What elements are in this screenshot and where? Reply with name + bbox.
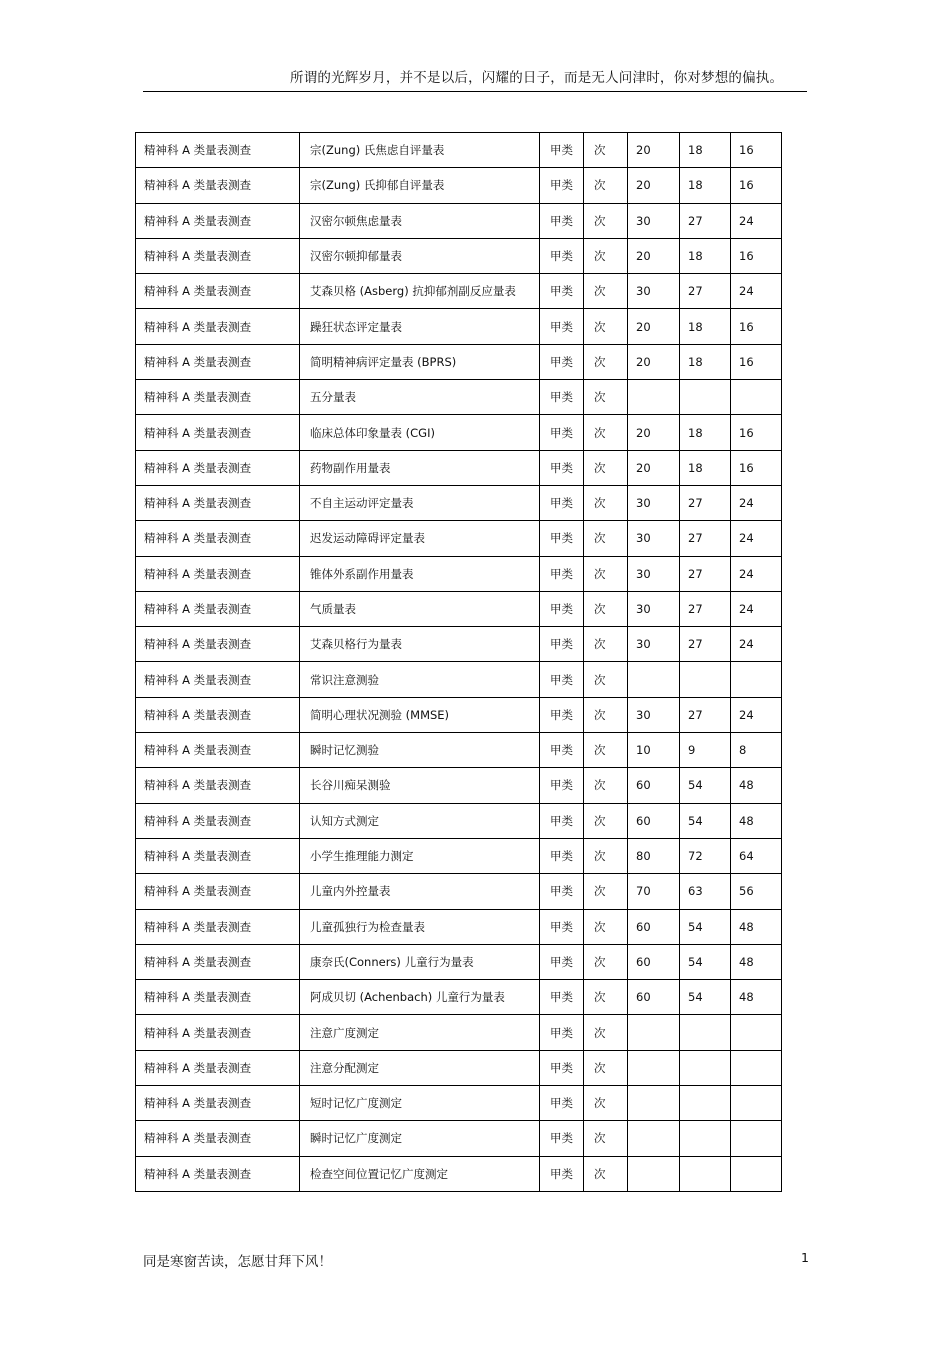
price-cell-1: 30 bbox=[628, 274, 680, 309]
fee-table-body bbox=[136, 133, 782, 1192]
item-name-cell: 儿童孤独行为检查量表 bbox=[300, 909, 540, 944]
price-cell-2 bbox=[680, 1086, 731, 1121]
department-cell: 精神科 A 类量表测查 bbox=[136, 1156, 300, 1191]
item-name-cell: 瞬时记忆测验 bbox=[300, 733, 540, 768]
price-cell-2 bbox=[680, 1050, 731, 1085]
table-row bbox=[136, 344, 782, 379]
unit-cell: 次 bbox=[584, 1121, 628, 1156]
table-row bbox=[136, 1121, 782, 1156]
footer-quote: 同是寒窗苦读，怎愿甘拜下风！ bbox=[143, 1254, 332, 1270]
unit-cell: 次 bbox=[584, 415, 628, 450]
table-row bbox=[136, 380, 782, 415]
table-row bbox=[136, 874, 782, 909]
category-cell: 甲类 bbox=[540, 944, 584, 979]
table-row bbox=[136, 627, 782, 662]
department-cell: 精神科 A 类量表测查 bbox=[136, 203, 300, 238]
price-cell-3: 16 bbox=[731, 344, 782, 379]
unit-cell: 次 bbox=[584, 556, 628, 591]
table-row bbox=[136, 1015, 782, 1050]
price-cell-2: 18 bbox=[680, 450, 731, 485]
item-name-cell: 简明心理状况测验 (MMSE) bbox=[300, 697, 540, 732]
price-cell-2: 54 bbox=[680, 944, 731, 979]
unit-cell: 次 bbox=[584, 485, 628, 520]
department-cell: 精神科 A 类量表测查 bbox=[136, 133, 300, 168]
table-row bbox=[136, 450, 782, 485]
price-cell-2: 54 bbox=[680, 980, 731, 1015]
price-cell-1: 60 bbox=[628, 768, 680, 803]
unit-cell: 次 bbox=[584, 1086, 628, 1121]
price-cell-1: 80 bbox=[628, 838, 680, 873]
table-row bbox=[136, 485, 782, 520]
price-cell-2: 18 bbox=[680, 168, 731, 203]
price-cell-2: 27 bbox=[680, 627, 731, 662]
item-name-cell: 阿成贝切 (Achenbach) 儿童行为量表 bbox=[300, 980, 540, 1015]
department-cell: 精神科 A 类量表测查 bbox=[136, 733, 300, 768]
unit-cell: 次 bbox=[584, 344, 628, 379]
table-row bbox=[136, 274, 782, 309]
price-cell-1 bbox=[628, 1121, 680, 1156]
department-cell: 精神科 A 类量表测查 bbox=[136, 521, 300, 556]
unit-cell: 次 bbox=[584, 591, 628, 626]
header-divider bbox=[143, 91, 807, 92]
category-cell: 甲类 bbox=[540, 662, 584, 697]
item-name-cell: 简明精神病评定量表 (BPRS) bbox=[300, 344, 540, 379]
item-name-cell: 临床总体印象量表 (CGI) bbox=[300, 415, 540, 450]
price-cell-1 bbox=[628, 1050, 680, 1085]
category-cell: 甲类 bbox=[540, 803, 584, 838]
table-row bbox=[136, 415, 782, 450]
price-cell-1 bbox=[628, 662, 680, 697]
category-cell: 甲类 bbox=[540, 874, 584, 909]
price-cell-2: 18 bbox=[680, 309, 731, 344]
unit-cell: 次 bbox=[584, 874, 628, 909]
table-row bbox=[136, 591, 782, 626]
price-cell-3 bbox=[731, 1086, 782, 1121]
price-cell-3 bbox=[731, 662, 782, 697]
item-name-cell: 认知方式测定 bbox=[300, 803, 540, 838]
category-cell: 甲类 bbox=[540, 1156, 584, 1191]
unit-cell: 次 bbox=[584, 662, 628, 697]
price-cell-3: 16 bbox=[731, 309, 782, 344]
department-cell: 精神科 A 类量表测查 bbox=[136, 980, 300, 1015]
price-cell-2: 27 bbox=[680, 697, 731, 732]
item-name-cell: 汉密尔顿抑郁量表 bbox=[300, 238, 540, 273]
price-cell-3: 56 bbox=[731, 874, 782, 909]
price-cell-3: 24 bbox=[731, 485, 782, 520]
table-row bbox=[136, 838, 782, 873]
price-cell-3: 24 bbox=[731, 203, 782, 238]
unit-cell: 次 bbox=[584, 944, 628, 979]
table-row bbox=[136, 1086, 782, 1121]
department-cell: 精神科 A 类量表测查 bbox=[136, 697, 300, 732]
unit-cell: 次 bbox=[584, 697, 628, 732]
department-cell: 精神科 A 类量表测查 bbox=[136, 944, 300, 979]
department-cell: 精神科 A 类量表测查 bbox=[136, 803, 300, 838]
category-cell: 甲类 bbox=[540, 521, 584, 556]
price-cell-3: 16 bbox=[731, 415, 782, 450]
price-cell-1: 30 bbox=[628, 556, 680, 591]
unit-cell: 次 bbox=[584, 803, 628, 838]
item-name-cell: 注意分配测定 bbox=[300, 1050, 540, 1085]
price-cell-2: 27 bbox=[680, 521, 731, 556]
price-cell-1: 30 bbox=[628, 203, 680, 238]
price-cell-2: 9 bbox=[680, 733, 731, 768]
price-cell-3: 48 bbox=[731, 980, 782, 1015]
department-cell: 精神科 A 类量表测查 bbox=[136, 662, 300, 697]
department-cell: 精神科 A 类量表测查 bbox=[136, 874, 300, 909]
price-cell-1: 60 bbox=[628, 980, 680, 1015]
item-name-cell: 宗(Zung) 氏抑郁自评量表 bbox=[300, 168, 540, 203]
price-cell-1: 60 bbox=[628, 803, 680, 838]
unit-cell: 次 bbox=[584, 627, 628, 662]
unit-cell: 次 bbox=[584, 133, 628, 168]
price-cell-3: 24 bbox=[731, 627, 782, 662]
price-cell-2: 54 bbox=[680, 909, 731, 944]
item-name-cell: 注意广度测定 bbox=[300, 1015, 540, 1050]
category-cell: 甲类 bbox=[540, 591, 584, 626]
price-cell-3: 24 bbox=[731, 274, 782, 309]
price-cell-2: 72 bbox=[680, 838, 731, 873]
category-cell: 甲类 bbox=[540, 1121, 584, 1156]
price-cell-1: 20 bbox=[628, 238, 680, 273]
price-cell-3: 16 bbox=[731, 450, 782, 485]
price-cell-1: 20 bbox=[628, 133, 680, 168]
table-row bbox=[136, 980, 782, 1015]
price-cell-1: 20 bbox=[628, 168, 680, 203]
item-name-cell: 康奈氏(Conners) 儿童行为量表 bbox=[300, 944, 540, 979]
price-cell-3 bbox=[731, 1050, 782, 1085]
table-row bbox=[136, 521, 782, 556]
price-cell-2: 54 bbox=[680, 803, 731, 838]
item-name-cell: 常识注意测验 bbox=[300, 662, 540, 697]
item-name-cell: 检查空间位置记忆广度测定 bbox=[300, 1156, 540, 1191]
item-name-cell: 五分量表 bbox=[300, 380, 540, 415]
category-cell: 甲类 bbox=[540, 415, 584, 450]
price-cell-1: 10 bbox=[628, 733, 680, 768]
price-cell-1: 70 bbox=[628, 874, 680, 909]
item-name-cell: 躁狂状态评定量表 bbox=[300, 309, 540, 344]
price-cell-3: 16 bbox=[731, 168, 782, 203]
category-cell: 甲类 bbox=[540, 1086, 584, 1121]
category-cell: 甲类 bbox=[540, 274, 584, 309]
department-cell: 精神科 A 类量表测查 bbox=[136, 450, 300, 485]
category-cell: 甲类 bbox=[540, 697, 584, 732]
price-cell-2 bbox=[680, 662, 731, 697]
category-cell: 甲类 bbox=[540, 168, 584, 203]
table-row bbox=[136, 909, 782, 944]
table-row bbox=[136, 803, 782, 838]
price-cell-2: 54 bbox=[680, 768, 731, 803]
category-cell: 甲类 bbox=[540, 238, 584, 273]
header-quote: 所谓的光辉岁月，并不是以后，闪耀的日子，而是无人问津时，你对梦想的偏执。 bbox=[290, 70, 784, 86]
department-cell: 精神科 A 类量表测查 bbox=[136, 1015, 300, 1050]
price-cell-1: 30 bbox=[628, 521, 680, 556]
category-cell: 甲类 bbox=[540, 627, 584, 662]
price-cell-1 bbox=[628, 1015, 680, 1050]
unit-cell: 次 bbox=[584, 1050, 628, 1085]
price-cell-3 bbox=[731, 1156, 782, 1191]
price-cell-1: 30 bbox=[628, 591, 680, 626]
department-cell: 精神科 A 类量表测查 bbox=[136, 909, 300, 944]
table-row bbox=[136, 1156, 782, 1191]
price-cell-3: 48 bbox=[731, 944, 782, 979]
price-cell-2: 27 bbox=[680, 274, 731, 309]
item-name-cell: 短时记忆广度测定 bbox=[300, 1086, 540, 1121]
category-cell: 甲类 bbox=[540, 1050, 584, 1085]
department-cell: 精神科 A 类量表测查 bbox=[136, 238, 300, 273]
unit-cell: 次 bbox=[584, 909, 628, 944]
price-cell-1 bbox=[628, 1156, 680, 1191]
unit-cell: 次 bbox=[584, 980, 628, 1015]
department-cell: 精神科 A 类量表测查 bbox=[136, 556, 300, 591]
item-name-cell: 长谷川痴呆测验 bbox=[300, 768, 540, 803]
price-cell-3: 16 bbox=[731, 133, 782, 168]
fee-table bbox=[135, 132, 782, 1192]
unit-cell: 次 bbox=[584, 1015, 628, 1050]
category-cell: 甲类 bbox=[540, 768, 584, 803]
table-row bbox=[136, 238, 782, 273]
price-cell-3: 16 bbox=[731, 238, 782, 273]
price-cell-3: 24 bbox=[731, 556, 782, 591]
price-cell-3: 48 bbox=[731, 768, 782, 803]
price-cell-1 bbox=[628, 380, 680, 415]
unit-cell: 次 bbox=[584, 380, 628, 415]
price-cell-1: 20 bbox=[628, 309, 680, 344]
category-cell: 甲类 bbox=[540, 909, 584, 944]
price-cell-2: 27 bbox=[680, 556, 731, 591]
table-row bbox=[136, 556, 782, 591]
department-cell: 精神科 A 类量表测查 bbox=[136, 1121, 300, 1156]
table-row bbox=[136, 309, 782, 344]
price-cell-2: 27 bbox=[680, 485, 731, 520]
category-cell: 甲类 bbox=[540, 450, 584, 485]
department-cell: 精神科 A 类量表测查 bbox=[136, 380, 300, 415]
table-row bbox=[136, 203, 782, 238]
unit-cell: 次 bbox=[584, 450, 628, 485]
department-cell: 精神科 A 类量表测查 bbox=[136, 838, 300, 873]
category-cell: 甲类 bbox=[540, 203, 584, 238]
table-row bbox=[136, 1050, 782, 1085]
item-name-cell: 小学生推理能力测定 bbox=[300, 838, 540, 873]
price-cell-2: 18 bbox=[680, 133, 731, 168]
unit-cell: 次 bbox=[584, 768, 628, 803]
item-name-cell: 艾森贝格 (Asberg) 抗抑郁剂副反应量表 bbox=[300, 274, 540, 309]
item-name-cell: 儿童内外控量表 bbox=[300, 874, 540, 909]
price-cell-2: 27 bbox=[680, 591, 731, 626]
table-row bbox=[136, 733, 782, 768]
department-cell: 精神科 A 类量表测查 bbox=[136, 415, 300, 450]
table-row bbox=[136, 133, 782, 168]
unit-cell: 次 bbox=[584, 168, 628, 203]
price-cell-3: 8 bbox=[731, 733, 782, 768]
price-cell-2 bbox=[680, 1121, 731, 1156]
price-cell-3: 48 bbox=[731, 909, 782, 944]
item-name-cell: 药物副作用量表 bbox=[300, 450, 540, 485]
price-cell-2: 18 bbox=[680, 415, 731, 450]
category-cell: 甲类 bbox=[540, 1015, 584, 1050]
page-number: 1 bbox=[801, 1250, 809, 1265]
unit-cell: 次 bbox=[584, 274, 628, 309]
department-cell: 精神科 A 类量表测查 bbox=[136, 168, 300, 203]
price-cell-3 bbox=[731, 380, 782, 415]
unit-cell: 次 bbox=[584, 203, 628, 238]
category-cell: 甲类 bbox=[540, 485, 584, 520]
unit-cell: 次 bbox=[584, 521, 628, 556]
price-cell-1: 60 bbox=[628, 944, 680, 979]
price-cell-1: 30 bbox=[628, 627, 680, 662]
table-row bbox=[136, 768, 782, 803]
table-row bbox=[136, 662, 782, 697]
price-cell-1: 60 bbox=[628, 909, 680, 944]
price-cell-1: 20 bbox=[628, 450, 680, 485]
item-name-cell: 瞬时记忆广度测定 bbox=[300, 1121, 540, 1156]
price-cell-3: 48 bbox=[731, 803, 782, 838]
category-cell: 甲类 bbox=[540, 344, 584, 379]
category-cell: 甲类 bbox=[540, 133, 584, 168]
department-cell: 精神科 A 类量表测查 bbox=[136, 591, 300, 626]
price-cell-2 bbox=[680, 1156, 731, 1191]
price-cell-1: 20 bbox=[628, 415, 680, 450]
unit-cell: 次 bbox=[584, 1156, 628, 1191]
department-cell: 精神科 A 类量表测查 bbox=[136, 485, 300, 520]
price-cell-3 bbox=[731, 1015, 782, 1050]
department-cell: 精神科 A 类量表测查 bbox=[136, 768, 300, 803]
price-cell-2: 18 bbox=[680, 344, 731, 379]
price-cell-3: 24 bbox=[731, 697, 782, 732]
unit-cell: 次 bbox=[584, 309, 628, 344]
price-cell-3: 64 bbox=[731, 838, 782, 873]
price-cell-2: 27 bbox=[680, 203, 731, 238]
item-name-cell: 汉密尔顿焦虑量表 bbox=[300, 203, 540, 238]
item-name-cell: 气质量表 bbox=[300, 591, 540, 626]
category-cell: 甲类 bbox=[540, 980, 584, 1015]
price-cell-1: 20 bbox=[628, 344, 680, 379]
price-cell-2: 63 bbox=[680, 874, 731, 909]
price-cell-2: 18 bbox=[680, 238, 731, 273]
table-row bbox=[136, 697, 782, 732]
category-cell: 甲类 bbox=[540, 380, 584, 415]
price-cell-2 bbox=[680, 380, 731, 415]
item-name-cell: 迟发运动障碍评定量表 bbox=[300, 521, 540, 556]
department-cell: 精神科 A 类量表测查 bbox=[136, 1050, 300, 1085]
price-cell-1: 30 bbox=[628, 485, 680, 520]
unit-cell: 次 bbox=[584, 238, 628, 273]
price-cell-1: 30 bbox=[628, 697, 680, 732]
category-cell: 甲类 bbox=[540, 733, 584, 768]
item-name-cell: 不自主运动评定量表 bbox=[300, 485, 540, 520]
category-cell: 甲类 bbox=[540, 838, 584, 873]
unit-cell: 次 bbox=[584, 733, 628, 768]
price-cell-2 bbox=[680, 1015, 731, 1050]
table-row bbox=[136, 168, 782, 203]
table-row bbox=[136, 944, 782, 979]
price-cell-1 bbox=[628, 1086, 680, 1121]
price-cell-3 bbox=[731, 1121, 782, 1156]
price-cell-3: 24 bbox=[731, 591, 782, 626]
department-cell: 精神科 A 类量表测查 bbox=[136, 1086, 300, 1121]
department-cell: 精神科 A 类量表测查 bbox=[136, 344, 300, 379]
department-cell: 精神科 A 类量表测查 bbox=[136, 274, 300, 309]
item-name-cell: 宗(Zung) 氏焦虑自评量表 bbox=[300, 133, 540, 168]
department-cell: 精神科 A 类量表测查 bbox=[136, 627, 300, 662]
category-cell: 甲类 bbox=[540, 556, 584, 591]
price-cell-3: 24 bbox=[731, 521, 782, 556]
item-name-cell: 艾森贝格行为量表 bbox=[300, 627, 540, 662]
item-name-cell: 锥体外系副作用量表 bbox=[300, 556, 540, 591]
category-cell: 甲类 bbox=[540, 309, 584, 344]
department-cell: 精神科 A 类量表测查 bbox=[136, 309, 300, 344]
unit-cell: 次 bbox=[584, 838, 628, 873]
